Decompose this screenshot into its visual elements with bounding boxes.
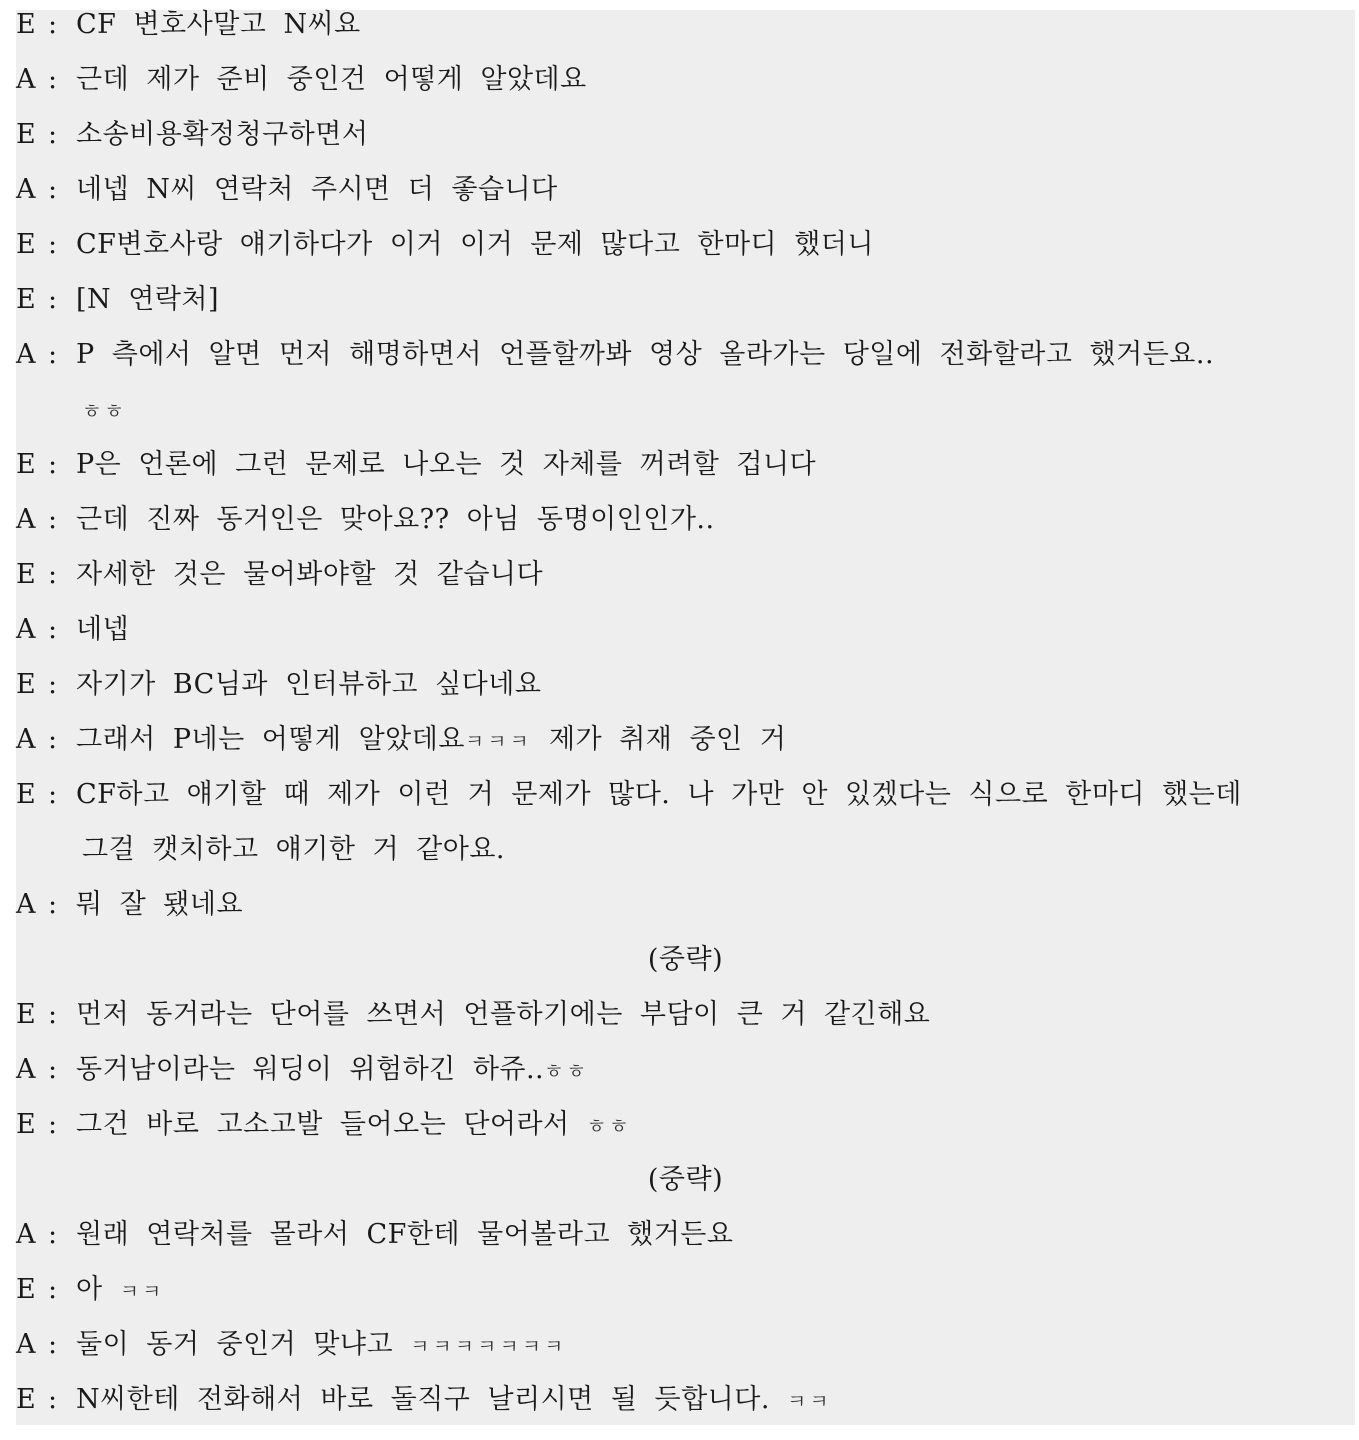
speaker-label: E [16,1109,37,1140]
line-text: 그걸 캣치하고 얘기한 거 같아요. [82,834,505,865]
laugh-emoticon: ㅋㅋ [787,1389,832,1413]
line-text [82,395,127,426]
speaker-colon: : [48,174,58,205]
speaker-colon: : [48,1329,58,1360]
transcript-line [16,1000,1355,1055]
line-text: P은 언론에 그런 문제로 나오는 것 자체를 꺼려할 겁니다 [76,449,817,480]
transcript-line [16,615,1355,670]
line-text: 동거남이라는 워딩이 위험하긴 하쥬..ㅎㅎ [76,1054,589,1085]
speaker-colon: : [48,559,58,590]
speaker-label: A [16,724,36,755]
speaker-label: A [16,174,36,205]
transcript-line [16,285,1355,340]
transcript-line [16,175,1355,230]
speaker-label: E [16,119,37,150]
line-text: 그건 바로 고소고발 들어오는 단어라서 ㅎㅎ [76,1109,632,1140]
speaker-label: A [16,889,36,920]
omission-marker [16,1165,1355,1220]
transcript-line [16,65,1355,120]
speaker-colon: : [48,504,58,535]
omission-marker [16,945,1355,1000]
line-text: 소송비용확정청구하면서 [76,119,369,150]
line-text: 원래 연락처를 몰라서 CF한테 물어볼라고 했거든요 [76,1219,734,1250]
speaker-colon: : [48,9,58,40]
line-text: [N 연락처] [76,284,220,315]
line-text: 그래서 P네는 어떻게 알았데요ㅋㅋㅋ 제가 취재 중인 거 [76,724,787,755]
transcript-line [16,450,1355,505]
speaker-colon: : [48,1109,58,1140]
transcript-line-continuation [16,835,1355,890]
speaker-colon: : [48,1274,58,1305]
speaker-label: A [16,504,36,535]
line-text: P 측에서 알면 먼저 해명하면서 언플할까봐 영상 올라가는 당일에 전화할라고 했거든요.. [76,339,1215,370]
transcript-line [16,1330,1355,1385]
speaker-label: A [16,64,36,95]
speaker-label: E [16,284,37,315]
omission-text: (중략) [647,1164,724,1195]
transcript-line-continuation [16,395,1355,450]
speaker-label: A [16,1054,36,1085]
speaker-label: E [16,1384,37,1415]
speaker-colon: : [48,724,58,755]
chat-transcript [16,10,1355,1440]
speaker-colon: : [48,999,58,1030]
speaker-colon: : [48,119,58,150]
speaker-colon: : [48,284,58,315]
transcript-line [16,1385,1355,1440]
laugh-emoticon: ㅎㅎ [586,1114,632,1138]
line-text: 먼저 동거라는 단어를 쓰면서 언플하기에는 부담이 큰 거 같긴해요 [76,999,931,1030]
speaker-colon: : [48,449,58,480]
line-text: 네넵 [76,614,130,645]
speaker-colon: : [48,64,58,95]
line-text: 네넵 N씨 연락처 주시면 더 좋습니다 [76,174,558,205]
line-text: 자기가 BC님과 인터뷰하고 싶다네요 [76,669,542,700]
line-text: CF하고 얘기할 때 제가 이런 거 문제가 많다. 나 가만 안 있겠다는 식으로 한마디 했는데 [76,779,1242,810]
line-text: 둘이 동거 중인거 맞냐고 ㅋㅋㅋㅋㅋㅋㅋ [76,1329,567,1360]
line-text: 아 ㅋㅋ [76,1274,165,1305]
transcript-line [16,670,1355,725]
speaker-colon: : [48,889,58,920]
laugh-emoticon: ㅎㅎ [82,399,127,423]
transcript-line [16,505,1355,560]
transcript-line [16,1110,1355,1165]
speaker-label: E [16,1274,37,1305]
line-text: N씨한테 전화해서 바로 돌직구 날리시면 될 듯합니다. ㅋㅋ [76,1384,832,1415]
speaker-label: E [16,449,37,480]
speaker-colon: : [48,339,58,370]
omission-text: (중략) [647,944,724,975]
transcript-line [16,780,1355,835]
speaker-colon: : [48,1054,58,1085]
speaker-colon: : [48,669,58,700]
speaker-colon: : [48,1384,58,1415]
transcript-line [16,1220,1355,1275]
line-text: 자세한 것은 물어봐야할 것 같습니다 [76,559,544,590]
speaker-label: E [16,229,37,260]
laugh-emoticon: ㅋㅋㅋ [464,729,532,753]
transcript-line [16,230,1355,285]
line-text: 근데 진짜 동거인은 맞아요?? 아님 동명이인인가.. [76,504,715,535]
transcript-line [16,340,1355,395]
transcript-line [16,1275,1355,1330]
speaker-label: A [16,1219,36,1250]
speaker-label: E [16,9,37,40]
speaker-label: E [16,779,37,810]
document-page [16,10,1355,1425]
speaker-label: E [16,669,37,700]
laugh-emoticon: ㅋㅋ [119,1279,165,1303]
speaker-label: A [16,339,36,370]
transcript-line [16,120,1355,175]
speaker-colon: : [48,779,58,810]
laugh-emoticon: ㅎㅎ [544,1059,589,1083]
speaker-colon: : [48,229,58,260]
line-text: CF변호사랑 얘기하다가 이거 이거 문제 많다고 한마디 했더니 [76,229,874,260]
line-text: 근데 제가 준비 중인건 어떻게 알았데요 [76,64,587,95]
speaker-colon: : [48,1219,58,1250]
line-text: CF 변호사말고 N씨요 [76,9,361,40]
transcript-line [16,1055,1355,1110]
transcript-line [16,560,1355,615]
speaker-label: A [16,1329,36,1360]
transcript-line [16,10,1355,65]
speaker-label: E [16,999,37,1030]
speaker-label: E [16,559,37,590]
laugh-emoticon: ㅋㅋㅋㅋㅋㅋㅋ [410,1334,567,1358]
transcript-line [16,725,1355,780]
transcript-line [16,890,1355,945]
line-text: 뭐 잘 됐네요 [76,889,244,920]
speaker-label: A [16,614,36,645]
speaker-colon: : [48,614,58,645]
